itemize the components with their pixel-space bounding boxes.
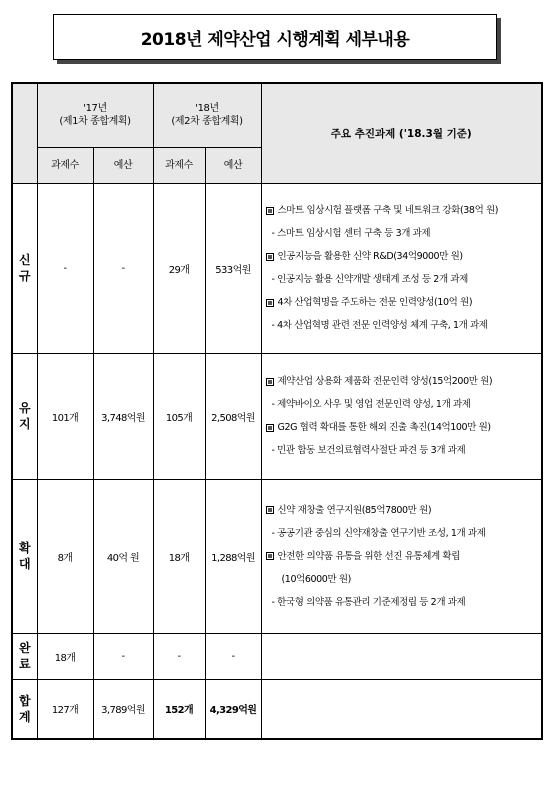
cell-2017-count: 101개 — [37, 353, 93, 479]
table-row — [12, 183, 542, 353]
header-2017-budget: 예산 — [93, 147, 153, 183]
square-bullet-icon — [266, 506, 274, 514]
header-2017-task-count: 과제수 — [37, 147, 93, 183]
task-subline: - 4차 산업혁명 관련 전문 인력양성 체계 구축, 1개 과제 — [271, 320, 488, 331]
page-title: 2018년 제약산업 시행계획 세부내용 — [53, 14, 497, 60]
row-category — [12, 353, 37, 479]
corner-header-cell — [12, 83, 37, 183]
plan-table — [11, 82, 543, 740]
task-subline: - 공공기관 중심의 신약재창출 연구기반 조성, 1개 과제 — [271, 527, 486, 539]
cell-2018-budget: 4,329억원 — [205, 679, 261, 739]
header-2018-task-count: 과제수 — [153, 147, 205, 183]
header-2018 — [153, 83, 261, 147]
square-bullet-icon — [266, 552, 274, 560]
cell-2017-count: 18개 — [37, 633, 93, 679]
square-bullet-icon — [266, 378, 274, 386]
category-char: 계 — [18, 709, 31, 724]
cell-2017-budget: - — [93, 633, 153, 679]
header-2017 — [37, 83, 153, 147]
cell-2018-count: 105개 — [153, 353, 205, 479]
cell-2017-budget: 3,789억원 — [93, 679, 153, 739]
task-line: 4차 산업혁명을 주도하는 전문 인력양성(10억 원) — [266, 291, 538, 314]
table-row — [12, 633, 542, 679]
category-char: 유 — [18, 401, 31, 415]
cell-2017-count: - — [37, 183, 93, 353]
cell-2017-count: 127개 — [37, 679, 93, 739]
task-line: 제약산업 상용화 제품화 전문인력 양성(15억200만 원) — [266, 370, 538, 393]
category-char: 합 — [18, 693, 31, 708]
task-continuation: (10억6000만 원) — [281, 573, 351, 585]
header-2018-plan: (제2차 종합계획) — [171, 116, 243, 128]
cell-2017-budget: 40억 원 — [93, 479, 153, 633]
task-subline: - 한국형 의약품 유통관리 기준제정립 등 2개 과제 — [271, 596, 466, 608]
cell-2018-count: - — [153, 633, 205, 679]
tasks-cell — [261, 183, 542, 353]
task-subline: - 스마트 임상시험 센터 구축 등 3개 과제 — [271, 228, 431, 239]
category-char: 규 — [18, 269, 31, 283]
tasks-cell — [261, 353, 542, 479]
cell-2017-budget: - — [93, 183, 153, 353]
tasks-cell — [261, 479, 542, 633]
task-line: 스마트 임상시험 플랫폼 구축 및 네트워크 강화(38억 원) — [266, 199, 538, 222]
cell-2018-budget: - — [205, 633, 261, 679]
cell-2018-budget: 1,288억원 — [205, 479, 261, 633]
row-category — [12, 633, 37, 679]
cell-2018-budget: 2,508억원 — [205, 353, 261, 479]
category-char: 지 — [18, 417, 31, 431]
square-bullet-icon — [266, 253, 274, 261]
cell-2017-count: 8개 — [37, 479, 93, 633]
task-line: 인공지능을 활용한 신약 R&D(34억9000만 원) — [266, 245, 538, 268]
cell-2018-budget: 533억원 — [205, 183, 261, 353]
row-category — [12, 679, 37, 739]
task-line: G2G 협력 확대를 통한 해외 진출 촉진(14억100만 원) — [266, 416, 538, 439]
table-row — [12, 479, 542, 633]
cell-2018-count: 18개 — [153, 479, 205, 633]
header-2017-plan: (제1차 종합계획) — [59, 116, 131, 128]
header-main-tasks: 주요 추진과제 ('18.3월 기준) — [261, 83, 542, 183]
task-subline: - 민관 합동 보건의료협력사절단 파견 등 3개 과제 — [271, 445, 466, 456]
square-bullet-icon — [266, 207, 274, 215]
cell-2018-count: 152개 — [153, 679, 205, 739]
task-line: 신약 재창출 연구지원(85억7800만 원) — [266, 499, 538, 522]
row-category — [12, 183, 37, 353]
table-row — [12, 679, 542, 739]
task-subline: - 인공지능 활용 신약개발 생태계 조성 등 2개 과제 — [271, 274, 468, 285]
table-row — [12, 353, 542, 479]
category-char: 대 — [18, 557, 31, 571]
category-char: 완 — [18, 641, 31, 655]
header-2018-budget: 예산 — [205, 147, 261, 183]
cell-2017-budget: 3,748억원 — [93, 353, 153, 479]
cell-2018-count: 29개 — [153, 183, 205, 353]
square-bullet-icon — [266, 299, 274, 307]
tasks-cell — [261, 679, 542, 739]
row-category — [12, 479, 37, 633]
task-line: 안전한 의약품 유통을 위한 선진 유통체계 확립 — [266, 545, 538, 568]
tasks-cell — [261, 633, 542, 679]
square-bullet-icon — [266, 424, 274, 432]
task-subline: - 제약바이오 사우 및 영업 전문인력 양성, 1개 과제 — [271, 399, 471, 410]
category-char: 신 — [18, 253, 31, 267]
category-char: 확 — [18, 541, 31, 555]
header-2018-year: '18년 — [195, 103, 219, 115]
header-2017-year: '17년 — [83, 103, 107, 115]
category-char: 료 — [18, 657, 31, 671]
